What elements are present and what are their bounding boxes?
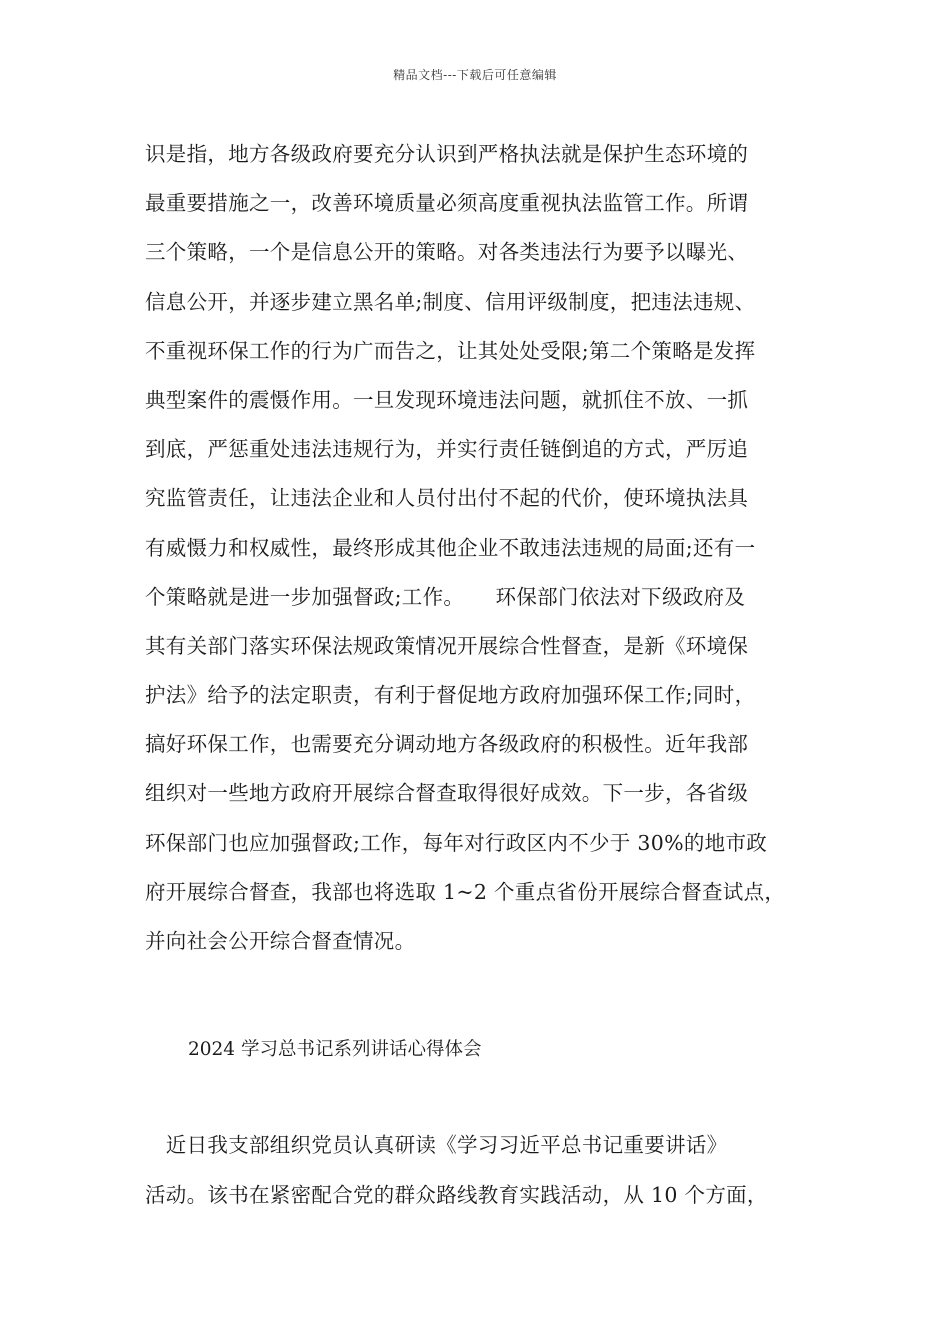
text-line: 其有关部门落实环保法规政策情况开展综合性督查，是新《环境保 (145, 633, 749, 658)
text-line: 有威慑力和权威性，最终形成其他企业不敢违法违规的局面;还有一 (145, 535, 756, 560)
text-line: 近日我支部组织党员认真研读《学习习近平总书记重要讲话》 (145, 1133, 728, 1157)
text-line: 府开展综合督查，我部也将选取 1~2 个重点省份开展综合督查试点， (145, 879, 786, 904)
text-line: 个策略就是进一步加强督政;工作。 环保部门依法对下级政府及 (145, 584, 746, 609)
text-line: 不重视环保工作的行为广而告之，让其处处受限;第二个策略是发挥 (145, 338, 756, 363)
text-line: 信息公开，并逐步建立黑名单;制度、信用评级制度，把违法违规、 (145, 289, 756, 314)
text-line: 识是指，地方各级政府要充分认识到严格执法就是保护生态环境的 (145, 142, 749, 166)
text-line: 三个策略，一个是信息公开的策略。对各类违法行为要予以曝光、 (145, 240, 749, 265)
text-line: 典型案件的震慑作用。一旦发现环境违法问题，就抓住不放、一抓 (145, 387, 749, 412)
text-line: 组织对一些地方政府开展综合督查取得很好成效。下一步，各省级 (145, 781, 749, 806)
text-line: 搞好环保工作，也需要充分调动地方各级政府的积极性。近年我部 (145, 732, 749, 757)
paragraph-intro (145, 1120, 845, 1220)
text-line: 环保部门也应加强督政;工作，每年对行政区内不少于 30%的地市政 (145, 830, 768, 855)
text-line: 活动。该书在紧密配合党的群众路线教育实践活动，从 10 个方面， (145, 1183, 768, 1207)
text-line: 护法》给予的法定职责，有利于督促地方政府加强环保工作;同时， (145, 683, 756, 708)
text-line: 并向社会公开综合督查情况。 (145, 929, 416, 953)
page-header: 精品文档---下载后可任意编辑 (393, 68, 557, 82)
section-title: 2024 学习总书记系列讲话心得体会 (188, 1039, 482, 1060)
text-line: 到底，严惩重处违法违规行为，并实行责任链倒追的方式，严厉追 (145, 437, 749, 462)
paragraph-body (145, 130, 835, 966)
text-line: 究监管责任，让违法企业和人员付出付不起的代价，使环境执法具 (145, 486, 749, 511)
text-line: 最重要措施之一，改善环境质量必须高度重视执法监管工作。所谓 (145, 191, 749, 216)
